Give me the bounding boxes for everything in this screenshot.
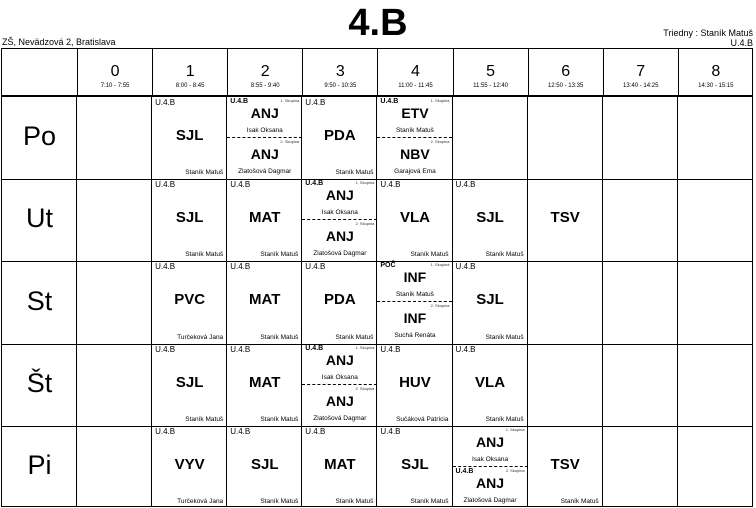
teacher-name: Staník Matuš <box>260 415 299 423</box>
lesson-cell[interactable] <box>302 426 377 508</box>
period-header <box>152 49 227 95</box>
lesson-cell[interactable] <box>302 179 377 261</box>
class-code: U.4.B <box>230 180 251 190</box>
subject-code: PDA <box>324 291 356 309</box>
teacher-name: Staník Matuš <box>560 497 599 505</box>
class-code: U.4.B <box>155 344 176 354</box>
lesson-cell[interactable] <box>302 97 377 179</box>
group-divider <box>302 219 377 220</box>
subject-code: ANJ <box>325 187 354 204</box>
subject-code: HUV <box>399 373 431 391</box>
timetable-grid <box>1 48 753 507</box>
class-code: POČ <box>380 262 396 270</box>
period-time: 11:00 - 11:45 <box>398 83 433 89</box>
subject-code: TSV <box>550 455 580 473</box>
group-label: 2. Skupina <box>355 385 375 391</box>
teacher-name: Zlatošová Dagmar <box>238 168 292 175</box>
subject-code: SJL <box>476 209 504 227</box>
group-lesson[interactable] <box>302 385 377 425</box>
teacher-name: Staník Matuš <box>185 415 224 423</box>
period-number: 7 <box>636 63 646 80</box>
teacher-name: Staník Matuš <box>185 251 224 259</box>
period-time: 8:00 - 8:45 <box>175 83 205 89</box>
lesson-cell[interactable] <box>528 426 603 508</box>
column-divider <box>677 95 678 506</box>
teacher-name: Isak Oksana <box>321 373 358 381</box>
period-time: 8:55 - 9:40 <box>250 83 280 89</box>
lesson-cell[interactable] <box>152 261 227 343</box>
class-info <box>663 28 753 48</box>
subject-code: PVC <box>174 291 206 309</box>
teacher-name: Zlatošová Dagmar <box>463 496 517 504</box>
subject-code: MAT <box>249 209 281 227</box>
teacher-name: Isak Oksana <box>246 127 283 134</box>
group-divider <box>377 137 452 138</box>
teacher-name: Sučáková Patrícia <box>396 415 449 423</box>
teacher-name: Staník Matuš <box>410 497 449 505</box>
lesson-cell[interactable] <box>302 344 377 426</box>
group-lesson[interactable] <box>302 220 377 260</box>
group-divider <box>302 384 377 385</box>
day-label: Po <box>22 121 57 152</box>
class-code: U.4.B <box>380 180 401 190</box>
period-number: 3 <box>335 63 345 80</box>
lesson-cell[interactable] <box>377 426 452 508</box>
period-header <box>302 49 377 95</box>
day-label: Ut <box>26 203 53 234</box>
group-label: 2. Skupina <box>280 139 300 144</box>
lesson-cell[interactable] <box>152 344 227 426</box>
lesson-cell[interactable] <box>377 261 452 343</box>
class-code: U.4.B <box>305 426 326 436</box>
group-divider <box>227 137 302 138</box>
lesson-cell[interactable] <box>528 179 603 261</box>
period-header <box>453 49 528 95</box>
subject-code: ANJ <box>325 228 354 245</box>
group-label: 1. Skupina <box>280 98 300 103</box>
class-code: U.4.B <box>380 426 401 436</box>
class-code: U.4.B <box>155 262 176 272</box>
group-lesson[interactable] <box>377 261 452 301</box>
subject-code: TSV <box>550 209 580 227</box>
lesson-cell[interactable] <box>152 179 227 261</box>
subject-code: MAT <box>249 373 281 391</box>
lesson-cell[interactable] <box>302 261 377 343</box>
group-lesson[interactable] <box>453 467 528 507</box>
group-divider <box>453 466 528 467</box>
teacher-name: Staník Matuš <box>335 497 374 505</box>
period-number: 1 <box>185 63 195 80</box>
teacher-name: Zlatošová Dagmar <box>313 414 367 422</box>
class-code: U.4.B <box>730 38 753 48</box>
class-code: U.4.B <box>455 180 476 190</box>
subject-code: ANJ <box>476 433 505 450</box>
period-number: 6 <box>561 63 571 80</box>
period-time: 14:30 - 15:15 <box>698 83 734 89</box>
timetable-title: 4.B <box>348 2 408 44</box>
teacher-name: Staník Matuš <box>395 291 434 299</box>
lesson-cell[interactable] <box>453 426 528 508</box>
subject-code: SJL <box>175 127 204 144</box>
day-label: St <box>26 285 53 316</box>
period-header <box>528 49 603 95</box>
subject-code: SJL <box>476 291 504 309</box>
class-code: U.4.B <box>380 98 399 105</box>
group-lesson[interactable] <box>377 138 452 178</box>
teacher-name: Garajová Ema <box>394 168 436 175</box>
group-label: 1. Skupina <box>355 180 375 186</box>
teacher-name: Turčeková Jana <box>177 333 224 341</box>
lesson-cell[interactable] <box>453 344 528 426</box>
teacher-name: Zlatošová Dagmar <box>313 250 367 258</box>
period-number: 2 <box>260 63 270 80</box>
period-number: 4 <box>410 63 420 80</box>
group-label: 1. Skupina <box>430 262 450 268</box>
subject-code: MAT <box>249 291 281 309</box>
period-header <box>678 49 753 95</box>
class-code: U.4.B <box>305 98 326 107</box>
class-teacher: Triedny : Staník Matuš <box>663 28 753 38</box>
subject-code: ETV <box>401 105 429 121</box>
subject-code: VLA <box>475 373 506 391</box>
teacher-name: Staník Matuš <box>485 333 524 341</box>
class-code: U.4.B <box>305 344 324 352</box>
column-divider <box>752 95 753 506</box>
period-time: 9:50 - 10:35 <box>324 83 357 89</box>
period-time: 7:10 - 7:55 <box>100 83 130 89</box>
subject-code: ANJ <box>250 105 279 121</box>
period-time: 11:55 - 12:40 <box>473 83 508 89</box>
subject-code: ANJ <box>476 474 505 491</box>
subject-code: INF <box>403 310 427 327</box>
class-code: U.4.B <box>230 426 251 436</box>
teacher-name: Staník Matuš <box>410 251 449 259</box>
subject-code: ANJ <box>250 146 279 162</box>
class-code: U.4.B <box>305 262 326 272</box>
teacher-name: Staník Matuš <box>260 251 299 259</box>
school-address: ZŠ, Nevädzová 2, Bratislava <box>2 37 116 47</box>
lesson-cell[interactable] <box>227 344 302 426</box>
group-lesson[interactable] <box>227 138 302 178</box>
class-code: U.4.B <box>380 344 401 354</box>
period-header <box>603 49 678 95</box>
subject-code: ANJ <box>325 392 354 409</box>
teacher-name: Staník Matuš <box>485 251 524 259</box>
group-label: 2. Skupina <box>430 303 450 309</box>
group-label: 2. Skupina <box>355 221 375 227</box>
group-label: 1. Skupina <box>355 344 375 350</box>
group-lesson[interactable] <box>227 97 302 137</box>
group-label: 1. Skupina <box>505 426 525 432</box>
group-lesson[interactable] <box>302 344 377 384</box>
group-label: 2. Skupina <box>430 139 450 144</box>
lesson-cell[interactable] <box>152 426 227 508</box>
subject-code: INF <box>403 269 427 286</box>
lesson-cell[interactable] <box>152 97 227 179</box>
class-code: U.4.B <box>155 180 176 190</box>
class-code: U.4.B <box>455 344 476 354</box>
subject-code: SJL <box>175 209 204 227</box>
subject-code: NBV <box>400 146 430 162</box>
period-number: 0 <box>110 63 120 80</box>
subject-code: VLA <box>399 209 430 227</box>
group-label: 1. Skupina <box>430 98 450 103</box>
class-code: U.4.B <box>455 262 476 272</box>
teacher-name: Staník Matuš <box>335 169 374 177</box>
lesson-cell[interactable] <box>377 179 452 261</box>
class-code: U.4.B <box>230 262 251 272</box>
group-label: 2. Skupina <box>505 467 525 473</box>
group-lesson[interactable] <box>302 179 377 219</box>
teacher-name: Isak Oksana <box>471 455 509 463</box>
day-label: Pi <box>27 449 52 480</box>
teacher-name: Isak Oksana <box>321 209 358 217</box>
lesson-cell[interactable] <box>227 261 302 343</box>
lesson-cell[interactable] <box>453 179 528 261</box>
period-header <box>377 49 452 95</box>
lesson-cell[interactable] <box>227 97 302 179</box>
subject-code: VYV <box>174 455 205 473</box>
period-time: 13:40 - 14:25 <box>623 83 659 89</box>
subject-code: MAT <box>324 455 356 473</box>
subject-code: SJL <box>175 373 204 391</box>
lesson-cell[interactable] <box>227 179 302 261</box>
teacher-name: Staník Matuš <box>260 333 299 341</box>
group-lesson[interactable] <box>377 97 452 137</box>
teacher-name: Staník Matuš <box>485 415 524 423</box>
day-label: Št <box>26 367 53 398</box>
lesson-cell[interactable] <box>453 261 528 343</box>
teacher-name: Staník Matuš <box>185 169 224 177</box>
teacher-name: Turčeková Jana <box>177 497 224 505</box>
subject-code: SJL <box>401 455 429 473</box>
teacher-name: Staník Matuš <box>335 333 374 341</box>
class-code: U.4.B <box>155 98 176 107</box>
group-divider <box>377 301 452 302</box>
class-code: U.4.B <box>155 426 176 436</box>
teacher-name: Staník Matuš <box>395 127 434 134</box>
class-code: U.4.B <box>455 467 474 475</box>
class-code: U.4.B <box>305 180 324 188</box>
teacher-name: Suchá Renáta <box>394 332 436 340</box>
period-header <box>227 49 302 95</box>
subject-code: PDA <box>324 127 356 144</box>
group-lesson[interactable] <box>453 426 528 466</box>
period-time: 12:50 - 13:35 <box>547 83 584 89</box>
period-header <box>77 49 152 95</box>
lesson-cell[interactable] <box>227 426 302 508</box>
group-lesson[interactable] <box>377 302 452 342</box>
class-code: U.4.B <box>230 98 249 105</box>
lesson-cell[interactable] <box>377 344 452 426</box>
class-code: U.4.B <box>230 344 251 354</box>
period-number: 8 <box>711 63 721 80</box>
subject-code: ANJ <box>325 351 354 368</box>
period-number: 5 <box>486 63 495 80</box>
subject-code: SJL <box>250 455 279 473</box>
lesson-cell[interactable] <box>377 97 452 179</box>
teacher-name: Staník Matuš <box>260 497 299 505</box>
